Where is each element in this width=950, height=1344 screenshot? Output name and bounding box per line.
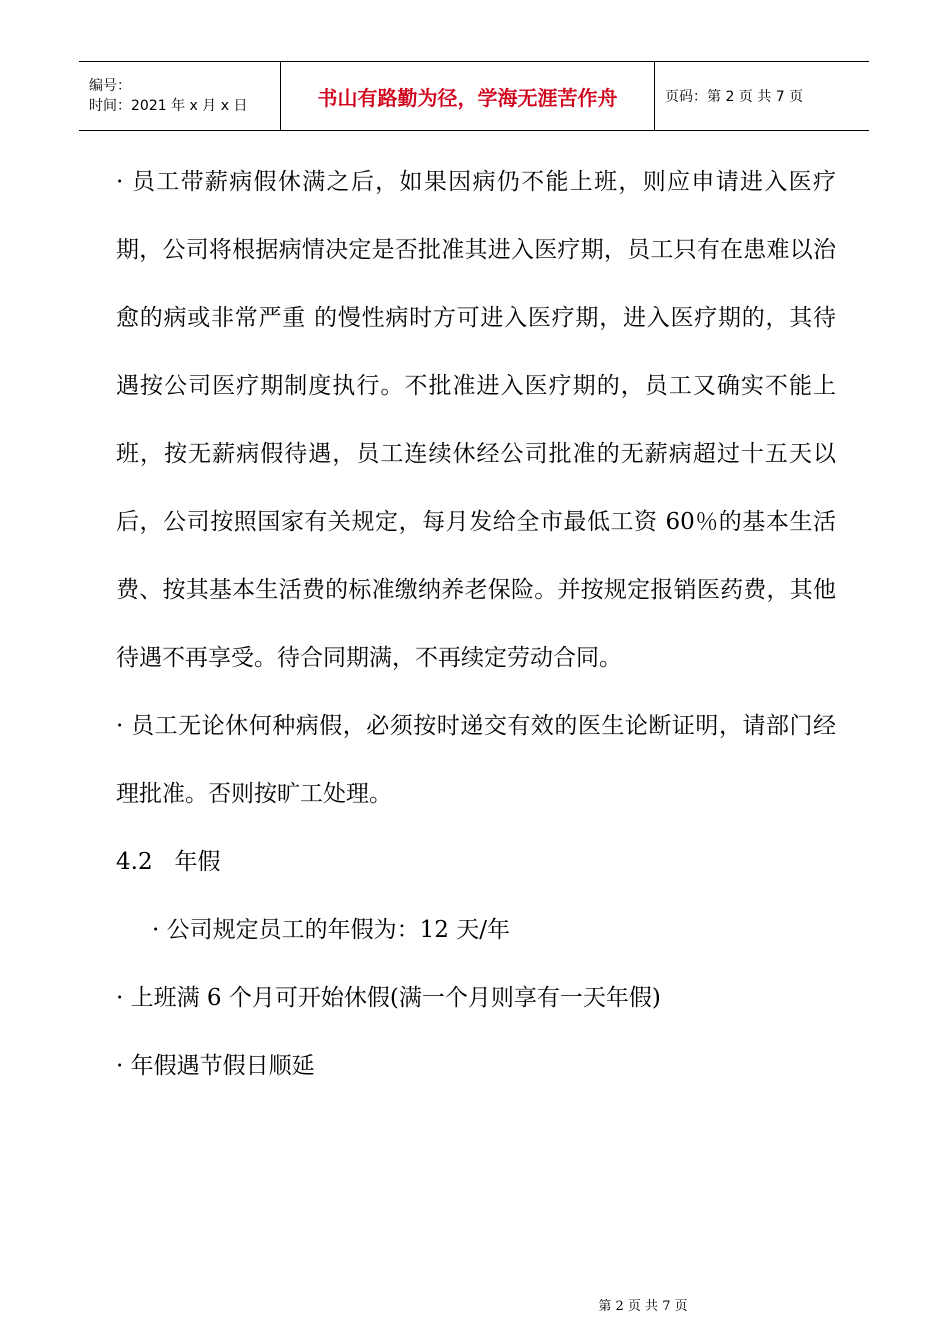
paragraph-sick-leave: · 员工带薪病假休满之后，如果因病仍不能上班，则应申请进入医疗期，公司将根据病情决定是否批准其进入医疗期，员工只有在患难以治愈的病或非常严重 的慢性病时方可进入医疗期，进入医疗期的，其待遇按公司医疗期制度执行。不批准进入医疗期的，员工又确实不能上班，按无薪病假待遇，员工连续休经公司批准的无薪病超过十五天以后，公司按照国家有关规定，每月发给全市最低工资 60％的基本生活费、按其基本生活费的标准缴纳养老保险。并按规定报销医药费，其他待遇不再享受。待合同期满，不再续定劳动合同。 <box>116 169 836 671</box>
document-body <box>116 148 836 1100</box>
footer-page-number: 第 2 页 共 7 页 <box>598 1299 688 1314</box>
header-meta <box>79 62 281 130</box>
number-label: 编号： <box>89 78 131 94</box>
section-heading-annual-leave: 4.2 年假 <box>116 849 221 875</box>
paragraph-holiday-extension: · 年假遇节假日顺延 <box>116 1053 315 1079</box>
header-motto: 书山有路勤为径，学海无涯苦作舟 <box>281 62 655 130</box>
paragraph-annual-eligibility: · 上班满 6 个月可开始休假(满一个月则享有一天年假) <box>116 985 661 1011</box>
paragraph-annual-days: · 公司规定员工的年假为：12 天/年 <box>152 917 510 943</box>
time-label: 时间：2021 年 x 月 x 日 <box>89 98 248 114</box>
page-footer <box>0 1295 950 1314</box>
paragraph-medical-proof: · 员工无论休何种病假，必须按时递交有效的医生论断证明，请部门经理批准。否则按旷工处理。 <box>116 713 836 807</box>
document-header <box>79 61 869 131</box>
header-page-label: 页码：第 2 页 共 7 页 <box>665 89 804 105</box>
